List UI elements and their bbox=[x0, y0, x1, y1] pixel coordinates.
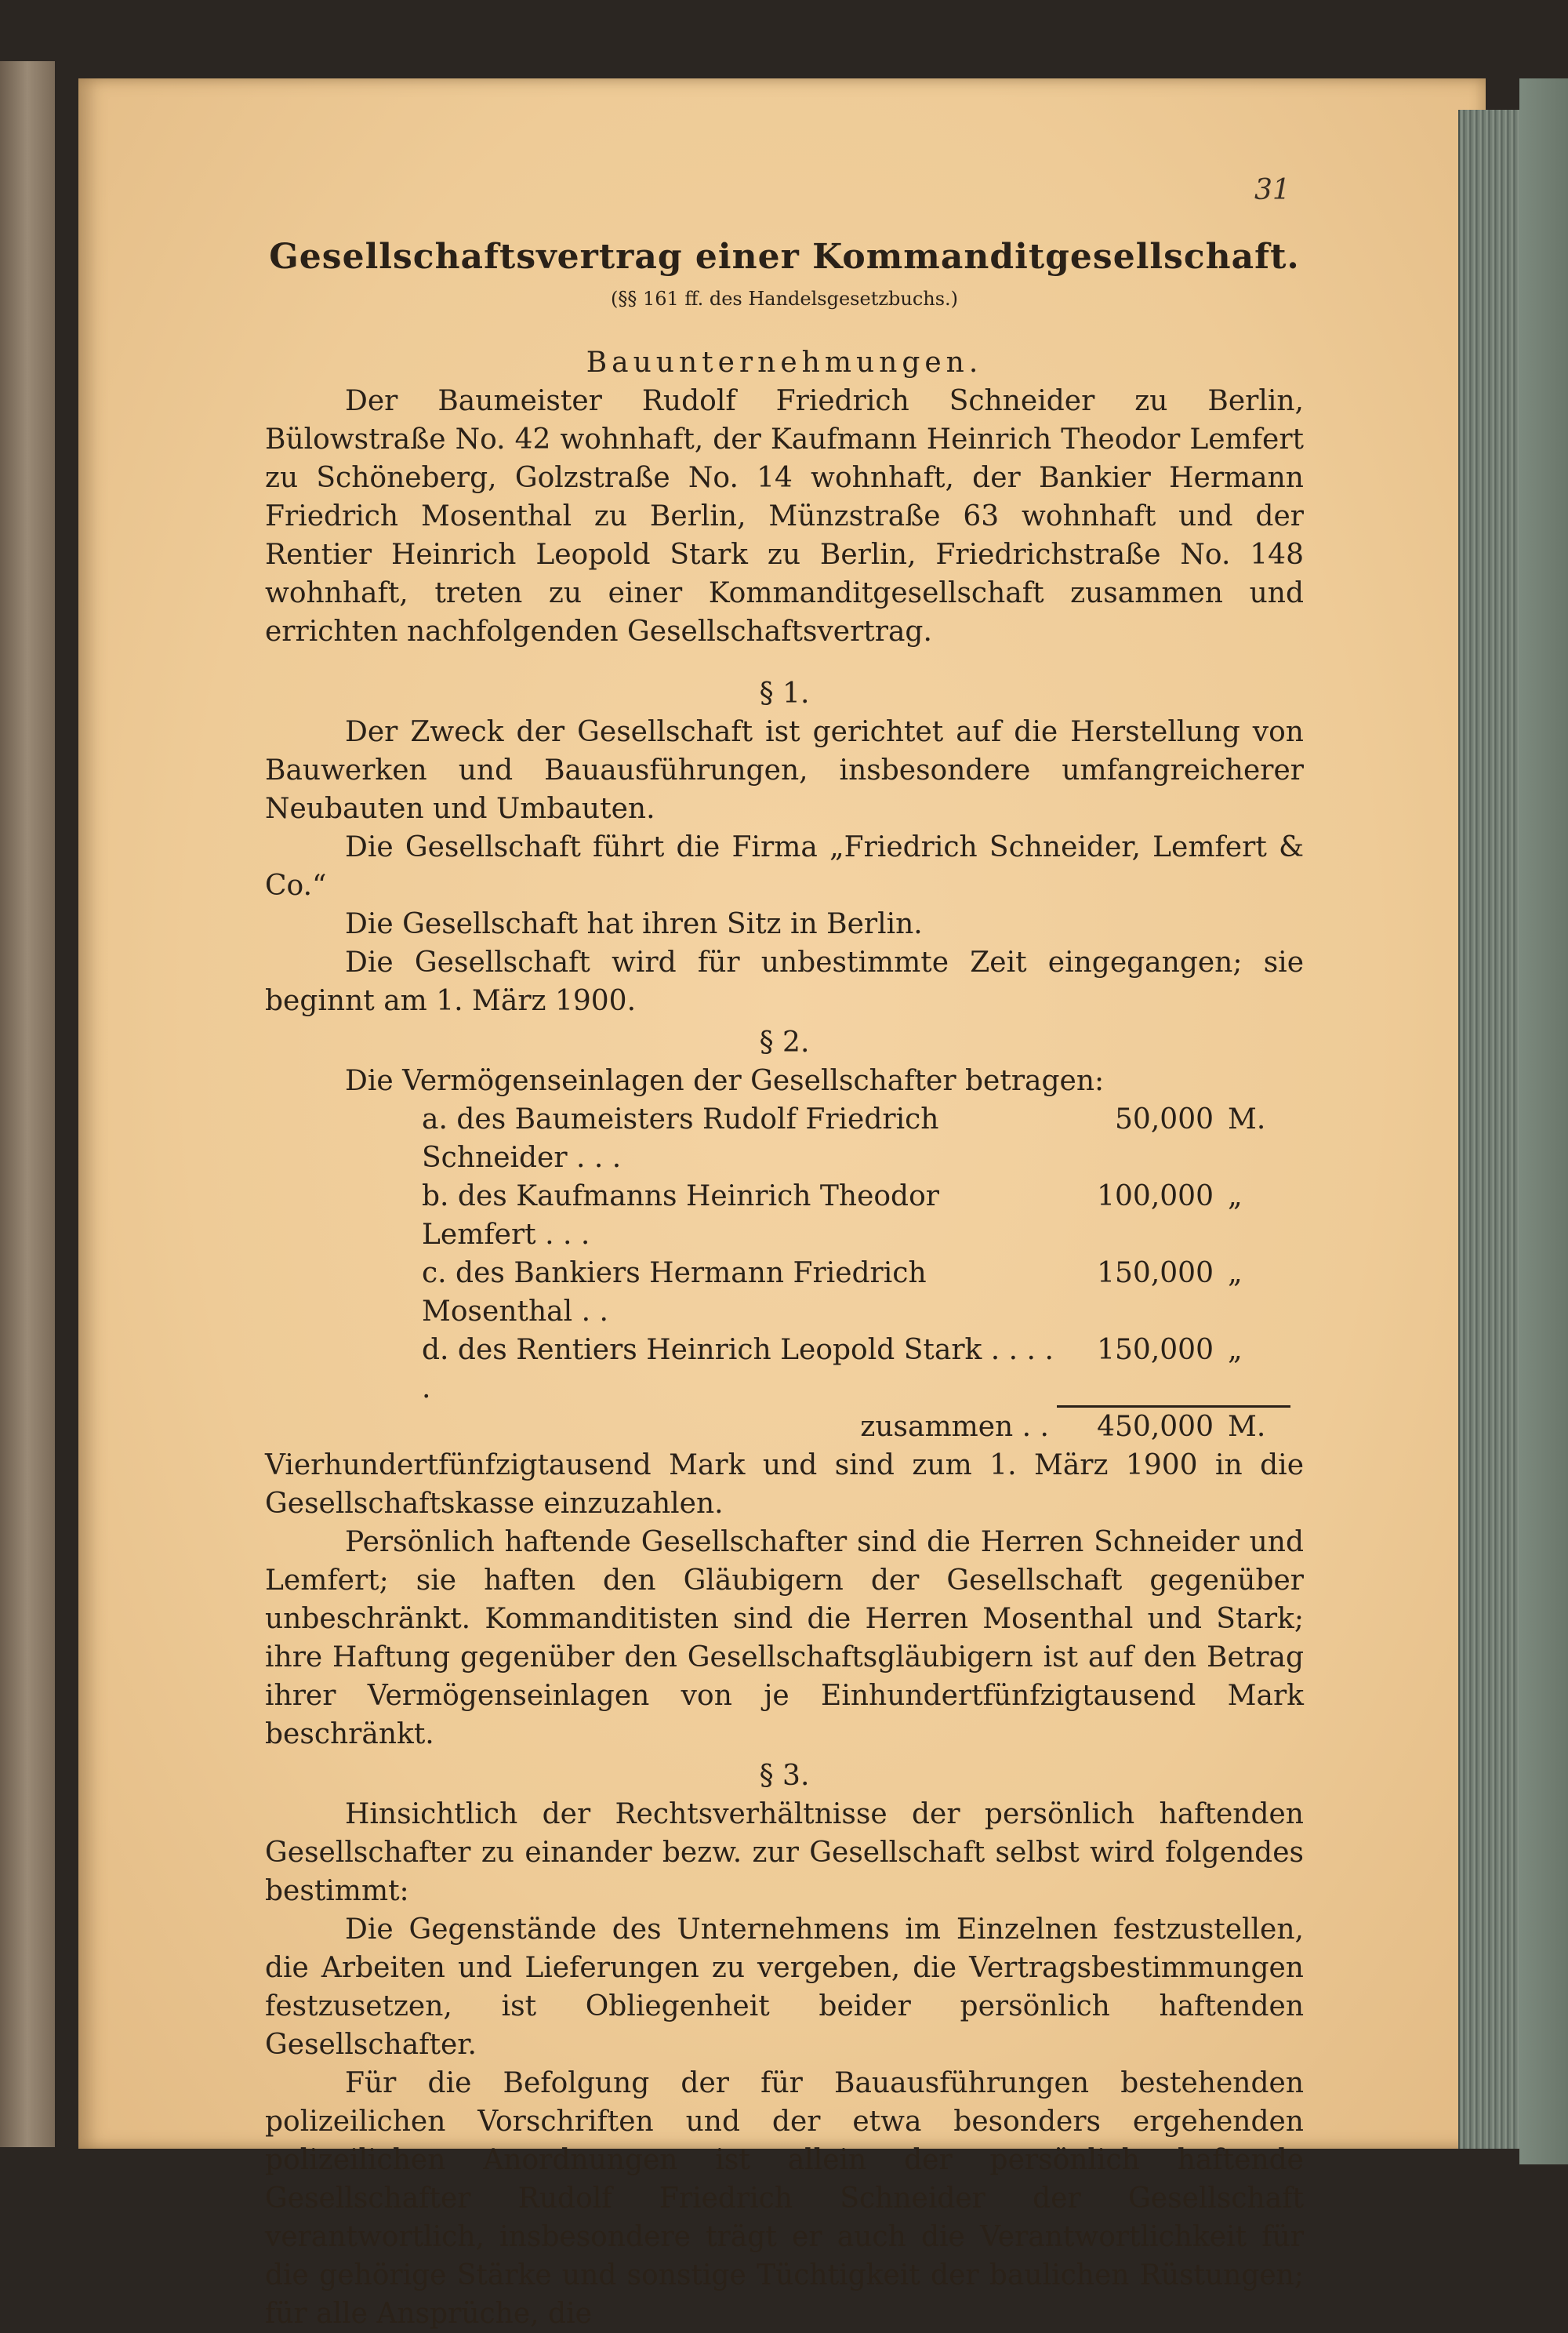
section-3-paragraph-3: Für die Befolgung der für Bauausführungen bestehenden polizeilichen Vorschriften und der etwa besonders ergehenden polizeilichen Anordnungen ist allein der persönlich haftende Gesellschafter Rudolf Friedrich Schneider der Gesellschaft verantwortlich, insbesondere trägt er auch die Verantwortlichkeit für die gehörige Stärke und sonstige Tüchtigkeit der baulichen Rüstungen; für alle Ansprüche, die bbox=[265, 2067, 1304, 2330]
document-subtitle: (§§ 161 ff. des Handelsgesetzbuchs.) bbox=[610, 288, 959, 310]
section-heading: Bauunternehmungen. bbox=[586, 347, 983, 379]
row-amount: 50,000 bbox=[1115, 1103, 1214, 1136]
row-currency: „ bbox=[1214, 1331, 1290, 1408]
page-edges bbox=[1458, 110, 1523, 2149]
section-2-intro: Die Vermögenseinlagen der Gesellschafter betragen: bbox=[345, 1065, 1105, 1097]
row-currency: M. bbox=[1228, 1103, 1266, 1136]
row-label: d. des Rentiers Heinrich Leopold Stark . . . . . bbox=[422, 1334, 1054, 1405]
section-2-heading: § 2. bbox=[759, 1027, 810, 1059]
total-amount: 450,000 bbox=[1097, 1411, 1214, 1443]
total-label: zusammen . . bbox=[860, 1411, 1049, 1443]
row-currency: „ bbox=[1228, 1257, 1243, 1289]
table-row bbox=[265, 1331, 1304, 1408]
row-label: c. des Bankiers Hermann Friedrich Mosenthal . . bbox=[422, 1257, 927, 1328]
book-spine-left bbox=[0, 61, 55, 2147]
row-label: b. des Kaufmanns Heinrich Theodor Lemfert . . . bbox=[422, 1180, 939, 1251]
book-cover-right bbox=[1519, 78, 1568, 2164]
intro-paragraph: Der Baumeister Rudolf Friedrich Schneider zu Berlin, Bülowstraße No. 42 wohnhaft, der Kaufmann Heinrich Theodor Lemfert zu Schöneberg, Golzstraße No. 14 wohnhaft, der Bankier Hermann Friedrich Mosenthal zu Berlin, Münzstraße 63 wohnhaft und der Rentier Heinrich Leopold Stark zu Berlin, Friedrichstraße No. 148 wohnhaft, treten zu einer Kommanditgesellschaft zusammen und errichten nachfolgenden Gesellschaftsvertrag. bbox=[265, 385, 1304, 648]
section-3-paragraph-2: Die Gegenstände des Unternehmens im Einzelnen festzustellen, die Arbeiten und Lieferungen zu vergeben, die Vertragsbestimmungen festzusetzen, ist Obliegenheit beider persönlich haftenden Gesellschafter. bbox=[265, 1913, 1304, 2061]
section-2-paragraph-1: Vierhundertfünfzigtausend Mark und sind zum 1. März 1900 in die Gesellschaftskasse einzuzahlen. bbox=[265, 1449, 1304, 1520]
section-1-heading: § 1. bbox=[759, 678, 810, 710]
row-amount: 150,000 bbox=[1057, 1331, 1214, 1408]
section-1-paragraph-1: Der Zweck der Gesellschaft ist gerichtet auf die Herstellung von Bauwerken und Bauausführungen, insbesondere umfangreicherer Neubauten und Umbauten. bbox=[265, 716, 1304, 825]
row-amount: 100,000 bbox=[1097, 1180, 1214, 1212]
table-row bbox=[265, 1100, 1304, 1177]
page-text bbox=[265, 173, 1304, 2333]
table-row bbox=[265, 1254, 1304, 1331]
section-2-paragraph-2: Persönlich haftende Gesellschafter sind die Herren Schneider und Lemfert; sie haften den Gläubigern der Gesellschaft gegenüber unbeschränkt. Kommanditisten sind die Herren Mosenthal und Stark; ihre Haftung gegenüber den Gesellschaftsgläubigern ist auf den Betrag ihrer Vermögenseinlagen von je Einhundertfünfzigtausend Mark beschränkt. bbox=[265, 1526, 1304, 1750]
row-label: a. des Baumeisters Rudolf Friedrich Schneider . . . bbox=[422, 1103, 939, 1174]
section-1-paragraph-3: Die Gesellschaft hat ihren Sitz in Berlin. bbox=[345, 908, 923, 940]
table-total-row bbox=[265, 1408, 1304, 1446]
table-row bbox=[265, 1177, 1304, 1254]
total-currency: M. bbox=[1228, 1411, 1266, 1443]
contributions-table bbox=[265, 1100, 1304, 1446]
section-3-paragraph-1: Hinsichtlich der Rechtsverhältnisse der persönlich haftenden Gesellschafter zu einander bezw. zur Gesellschaft selbst wird folgendes bestimmt: bbox=[265, 1798, 1304, 1907]
row-amount: 150,000 bbox=[1097, 1257, 1214, 1289]
row-currency: „ bbox=[1228, 1180, 1243, 1212]
section-3-heading: § 3. bbox=[759, 1760, 810, 1792]
page-number: 31 bbox=[1254, 174, 1290, 206]
document-title: Gesellschaftsvertrag einer Kommanditgesellschaft. bbox=[269, 237, 1300, 277]
section-1-paragraph-2: Die Gesellschaft führt die Firma „Friedrich Schneider, Lemfert & Co.“ bbox=[265, 831, 1304, 902]
section-1-paragraph-4: Die Gesellschaft wird für unbestimmte Zeit eingegangen; sie beginnt am 1. März 1900. bbox=[265, 947, 1304, 1017]
